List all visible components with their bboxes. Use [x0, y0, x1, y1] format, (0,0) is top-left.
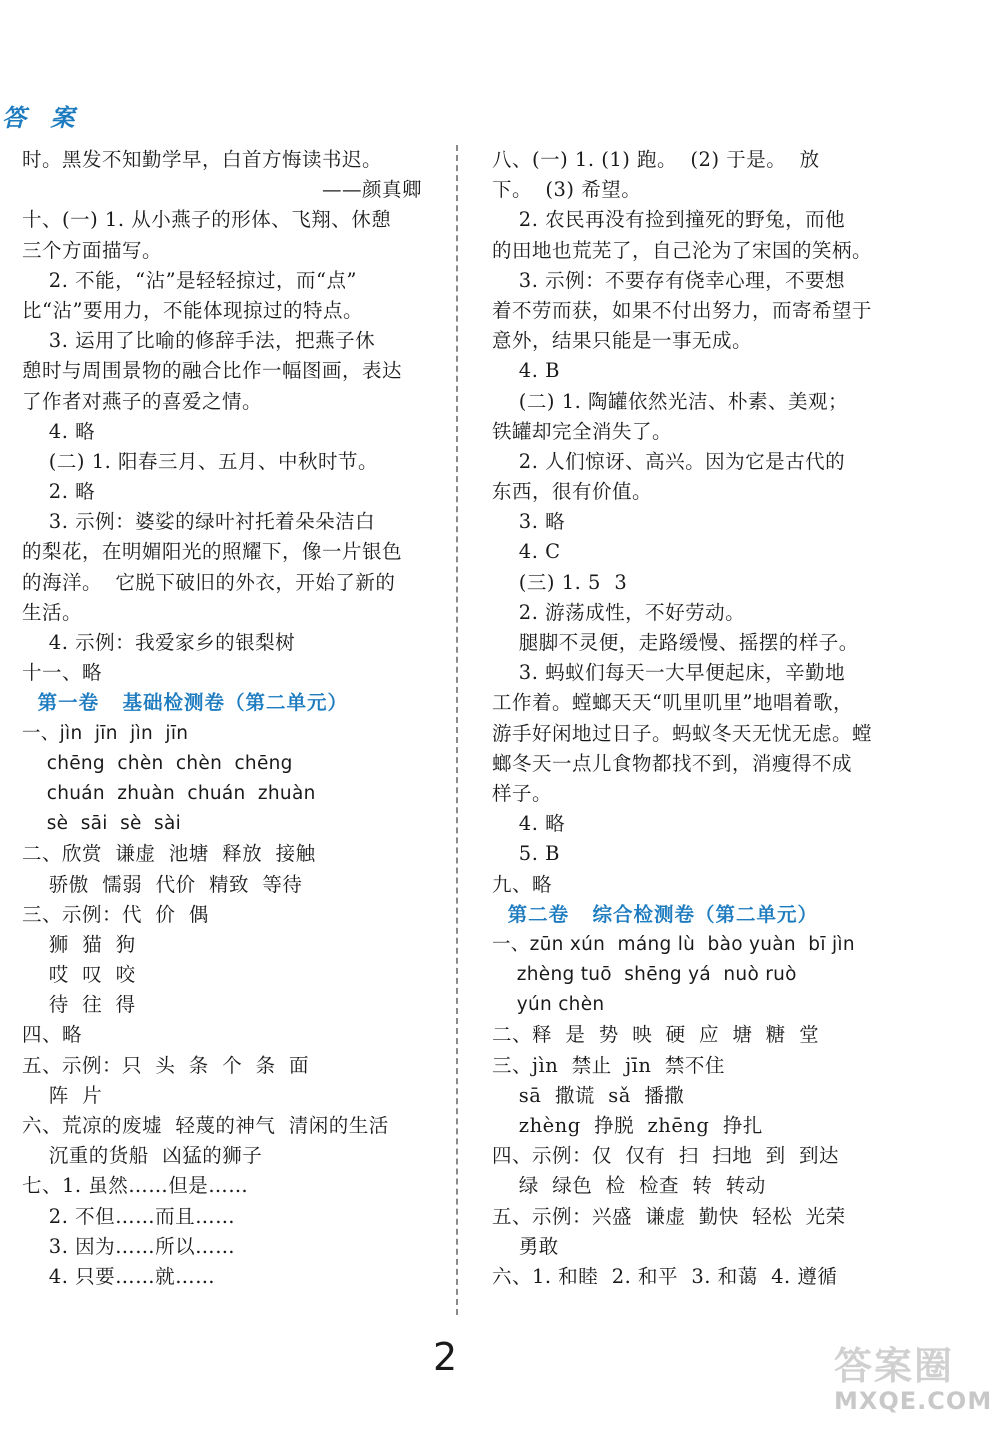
text-line: 哎 叹 咬 — [22, 963, 136, 987]
text-line: 十一、略 — [22, 661, 103, 685]
text-line: 铁罐却完全消失了。 — [492, 419, 673, 443]
text-line: 时。黑发不知勤学早，白首方悔读书迟。 — [22, 148, 383, 171]
text-line: (二) 1. 阳春三月、五月、中秋时节。 — [22, 449, 379, 473]
text-line: 绿 绿色 检 检查 转 转动 — [492, 1174, 766, 1198]
watermark — [834, 1335, 994, 1423]
text-line: 腿脚不灵便，走路缓慢、摇摆的样子。 — [492, 631, 859, 654]
text-line: 2. 不能，“沾”是轻轻掠过，而“点” — [22, 268, 357, 292]
answer-header-tag: 答 案 — [2, 104, 83, 132]
text-line: 第二卷 综合检测卷（第二单元） — [492, 902, 818, 926]
text-line: 七、1. 虽然……但是…… — [22, 1174, 249, 1198]
text-line: 工作着。螳螂天天“叽里叽里”地唱着歌， — [492, 691, 853, 715]
text-line: 4. 略 — [22, 419, 96, 443]
text-line: 下。 (3) 希望。 — [492, 178, 642, 202]
text-line: 五、示例：只 头 条 个 条 面 — [22, 1053, 309, 1077]
text-line: 4. B — [492, 359, 560, 383]
text-line: yún chèn — [492, 994, 605, 1016]
text-line: 骄傲 懦弱 代价 精致 等待 — [22, 872, 303, 896]
text-line: 憩时与周围景物的融合比作一幅图画，表达 — [22, 359, 403, 383]
text-line: 2. 游荡成性，不好劳动。 — [492, 600, 746, 624]
page-number: 2 — [433, 1335, 458, 1379]
text-line: 十、(一) 1. 从小燕子的形体、飞翔、休憩 — [22, 208, 392, 232]
text-line: 样子。 — [492, 781, 553, 805]
text-line: ——颜真卿 — [321, 178, 422, 202]
text-line: 六、1. 和睦 2. 和平 3. 和蔼 4. 遵循 — [492, 1264, 838, 1288]
text-line: 八、(一) 1. (1) 跑。 (2) 于是。 放 — [492, 148, 820, 171]
text-line: (二) 1. 陶罐依然光洁、朴素、美观； — [492, 389, 849, 413]
watermark-url: MXQE.COM — [834, 1387, 993, 1415]
text-line: 一、jìn jīn jìn jīn — [22, 722, 189, 744]
text-line: 螂冬天一点儿食物都找不到，消瘦得不成 — [492, 751, 853, 775]
text-line: sè sāi sè sài — [22, 813, 182, 835]
text-line: 四、示例：仅 仅有 扫 扫地 到 到达 — [492, 1144, 839, 1168]
text-line: 的田地也荒芜了，自己沦为了宋国的笑柄。 — [492, 238, 873, 262]
text-line: 3. 示例：不要存有侥幸心理，不要想 — [492, 268, 846, 292]
text-line: 比“沾”要用力，不能体现掠过的特点。 — [22, 298, 363, 322]
text-line: zhèng 挣脱 zhēng 挣扎 — [492, 1114, 763, 1137]
text-line: 2. 不但……而且…… — [22, 1204, 236, 1228]
text-line: 三、jìn 禁止 jīn 禁不住 — [492, 1053, 725, 1077]
text-line: 3. 因为……所以…… — [22, 1234, 236, 1258]
text-line: 4. 只要……就…… — [22, 1264, 216, 1288]
text-line: 九、略 — [492, 872, 553, 896]
left-column — [22, 145, 422, 1292]
text-line: 5. B — [492, 842, 560, 866]
text-line: 四、略 — [22, 1023, 83, 1047]
text-line: 沉重的货船 凶猛的狮子 — [22, 1144, 263, 1168]
text-line: 东西，很有价值。 — [492, 480, 653, 504]
text-line: 2. 略 — [22, 480, 96, 504]
right-column — [492, 145, 892, 1292]
text-line: 阵 片 — [22, 1083, 103, 1107]
text-line: 第一卷 基础检测卷（第二单元） — [22, 691, 348, 715]
text-line: sā 撒谎 sǎ 播撒 — [492, 1083, 685, 1107]
text-line: 4. C — [492, 540, 561, 564]
text-line: 3. 示例：婆娑的绿叶衬托着朵朵洁白 — [22, 510, 376, 534]
text-line: 的梨花，在明媚阳光的照耀下，像一片银色 — [22, 540, 403, 564]
text-line: 二、释 是 势 映 硬 应 塘 糖 堂 — [492, 1023, 820, 1047]
text-line: 游手好闲地过日子。蚂蚁冬天无忧无虑。螳 — [492, 721, 873, 745]
text-line: 生活。 — [22, 600, 83, 624]
text-line: 3. 运用了比喻的修辞手法，把燕子休 — [22, 329, 376, 353]
text-line: 待 往 得 — [22, 993, 136, 1017]
text-line: 二、欣赏 谦虚 池塘 释放 接触 — [22, 842, 316, 866]
text-line: 狮 猫 狗 — [22, 932, 136, 956]
column-divider — [456, 145, 458, 1315]
text-line: 意外，结果只能是一事无成。 — [492, 329, 753, 353]
text-line: 4. 示例：我爱家乡的银梨树 — [22, 631, 296, 654]
text-line: 三个方面描写。 — [22, 238, 163, 262]
text-line: 勇敢 — [492, 1234, 559, 1258]
text-line: chēng chèn chèn chēng — [22, 752, 293, 774]
text-line: 4. 略 — [492, 812, 566, 836]
text-line: 2. 农民再没有捡到撞死的野兔，而他 — [492, 208, 846, 232]
text-line: (三) 1. 5 3 — [492, 570, 628, 594]
text-line: 三、示例：代 价 偶 — [22, 902, 209, 926]
text-line: 了作者对燕子的喜爱之情。 — [22, 389, 263, 413]
text-line: 六、荒凉的废墟 轻蔑的神气 清闲的生活 — [22, 1114, 389, 1137]
text-line: 五、示例：兴盛 谦虚 勤快 轻松 光荣 — [492, 1204, 846, 1228]
text-line: chuán zhuàn chuán zhuàn — [22, 782, 316, 804]
text-line: 的海洋。 它脱下破旧的外衣，开始了新的 — [22, 570, 396, 594]
text-line: 一、zūn xún máng lù bào yuàn bī jìn — [492, 933, 855, 955]
text-line: 2. 人们惊讶、高兴。因为它是古代的 — [492, 449, 846, 473]
text-line: 着不劳而获，如果不付出努力，而寄希望于 — [492, 298, 873, 322]
watermark-logo: 答案圈 — [834, 1344, 955, 1388]
text-line: zhèng tuō shēng yá nuò ruò — [492, 964, 797, 986]
text-line: 3. 略 — [492, 510, 566, 534]
text-line: 3. 蚂蚁们每天一大早便起床，辛勤地 — [492, 661, 846, 685]
